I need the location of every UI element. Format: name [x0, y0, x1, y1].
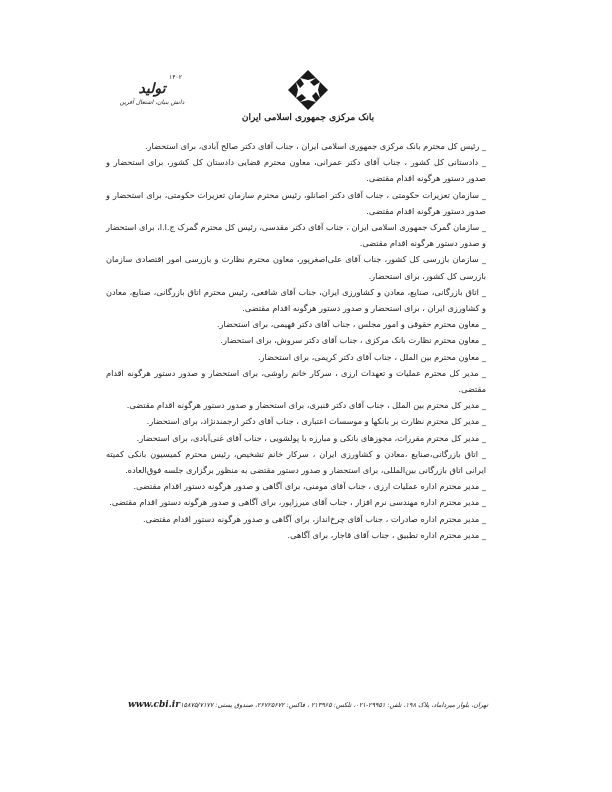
letter-footer	[128, 700, 488, 710]
list-item: _ سازمان بازرسی کل کشور، جناب آقای علی‌اصغرپور، معاون محترم نظارت و بازرسی امور اقتصادی سازمان بازرسی کل کشور، برای استحضار.	[106, 254, 486, 281]
bank-address: تهران، بلوار میرداماد، پلاک ۱۹۸، تلفن: ۲۹۹۵۱-۰۲۱، تلکس: ۲۱۳۹۶۵ ، فاکس: ۲۶۷۲۵۶۷۲، صندوق پستی: ۱۵۸۷۵/۷۱۷۷	[180, 701, 488, 709]
list-item: _ رئیس کل محترم بانک مرکزی جمهوری اسلامی ایران ، جناب آقای دکتر صالح آبادی، برای استحضار.	[144, 141, 486, 151]
list-item: _ سازمان گمرک جمهوری اسلامی ایران ، جناب آقای دکتر مقدسی، رئیس کل محترم گمرک ج.ا.ا، برای استحضار و صدور دستور هرگونه اقدام مقتضی.	[106, 222, 486, 249]
list-item: _ دادستانی کل کشور ، جناب آقای دکتر عمرانی، معاون محترم قضایی دادستان کل کشور، برای استحضار و صدور دستور هرگونه اقدام مقتضی.	[106, 157, 486, 184]
list-item: _ مدیر محترم اداره صادرات ، جناب آقای چرخ‌انداز، برای آگاهی و صدور هرگونه دستور اقدام مقتضی.	[142, 513, 486, 524]
recipient-list	[106, 138, 486, 543]
website-link[interactable]: www.cbi.ir	[128, 700, 180, 710]
list-item: _ مدیر کل محترم بین الملل ، جناب آقای دکتر قنبری، برای استحضار و صدور دستور هرگونه اقدام مقتضی.	[126, 400, 486, 411]
list-item: _ مدیر محترم اداره مهندسی نرم افزار ، جناب آقای میرزاپور، برای آگاهی و صدور هرگونه دستور اقدام مقتضی.	[109, 497, 486, 508]
seal-number: ۱۴۰۲	[169, 74, 182, 81]
bank-logo-block	[241, 68, 375, 132]
list-item: _ اتاق بازرگانی، صنایع، معادن و کشاورزی ایران، جناب آقای شافعی، رئیس محترم اتاق بازرگانی، صنایع، معادن و کشاورزی ایران ، برای استحضار و صدور دستور هرگونه اقدام مقتضی.	[106, 286, 486, 314]
list-item: _ معاون محترم حقوقی و امور مجلس ، جناب آقای دکتر فهیمی، برای استحضار.	[216, 319, 486, 330]
bank-name: بانک مرکزی جمهوری اسلامی ایران	[241, 113, 375, 123]
list-item: _ مدیر کل محترم مقررات، مجوزهای بانکی و مبارزه با پولشویی ، جناب آقای غنی‌آبادی، برای استحضار.	[136, 432, 486, 443]
seal-title: تولید	[138, 81, 166, 97]
list-item: _ معاون محترم بین الملل ، جناب آقای دکتر کریمی، برای استحضار.	[257, 351, 486, 362]
list-item: _ مدیر کل محترم نظارت بر بانکها و موسسات اعتباری ، جناب آقای دکتر ارجمندنژاد، برای استحضار.	[146, 416, 486, 427]
list-item: _ مدیر محترم اداره تطبیق ، جناب آقای قاجار، برای آگاهی.	[287, 529, 486, 540]
list-item: _ اتاق بازرگانی،صنایع ،معادن و کشاورزی ایران ، سرکار خانم تشخیص، رئیس محترم کمیسیون بانکی کمیته ایرانی اتاق بازرگانی بین‌المللی، برای استحضار و صدور دستور مقتضی به منظور برگزاری جلسه فوق‌العاده.	[106, 448, 486, 476]
seal-subtitle: دانش بنیان، اشتغال آفرین	[119, 99, 185, 106]
central-bank-logo-icon	[286, 68, 330, 112]
slogan-seal	[112, 74, 192, 118]
list-item: _ مدیر کل محترم عملیات و تعهدات ارزی ، سرکار خانم راوشی، برای استحضار و صدور دستور هرگونه اقدام مقتضی.	[106, 367, 486, 395]
list-item: _ معاون محترم نظارت بانک مرکزی ، جناب آقای دکتر سروش، برای استحضار.	[220, 335, 486, 346]
list-item: _ سازمان تعزیرات حکومتی ، جناب آقای دکتر اصانلو، رئیس محترم سازمان تعزیرات حکومتی، برای استحضار و صدور دستور هرگونه اقدام مقتضی.	[106, 189, 486, 216]
list-item: _ مدیر محترم اداره عملیات ارزی ، جناب آقای مومنی، برای آگاهی و صدور هرگونه دستور اقدام مقتضی.	[133, 481, 486, 492]
